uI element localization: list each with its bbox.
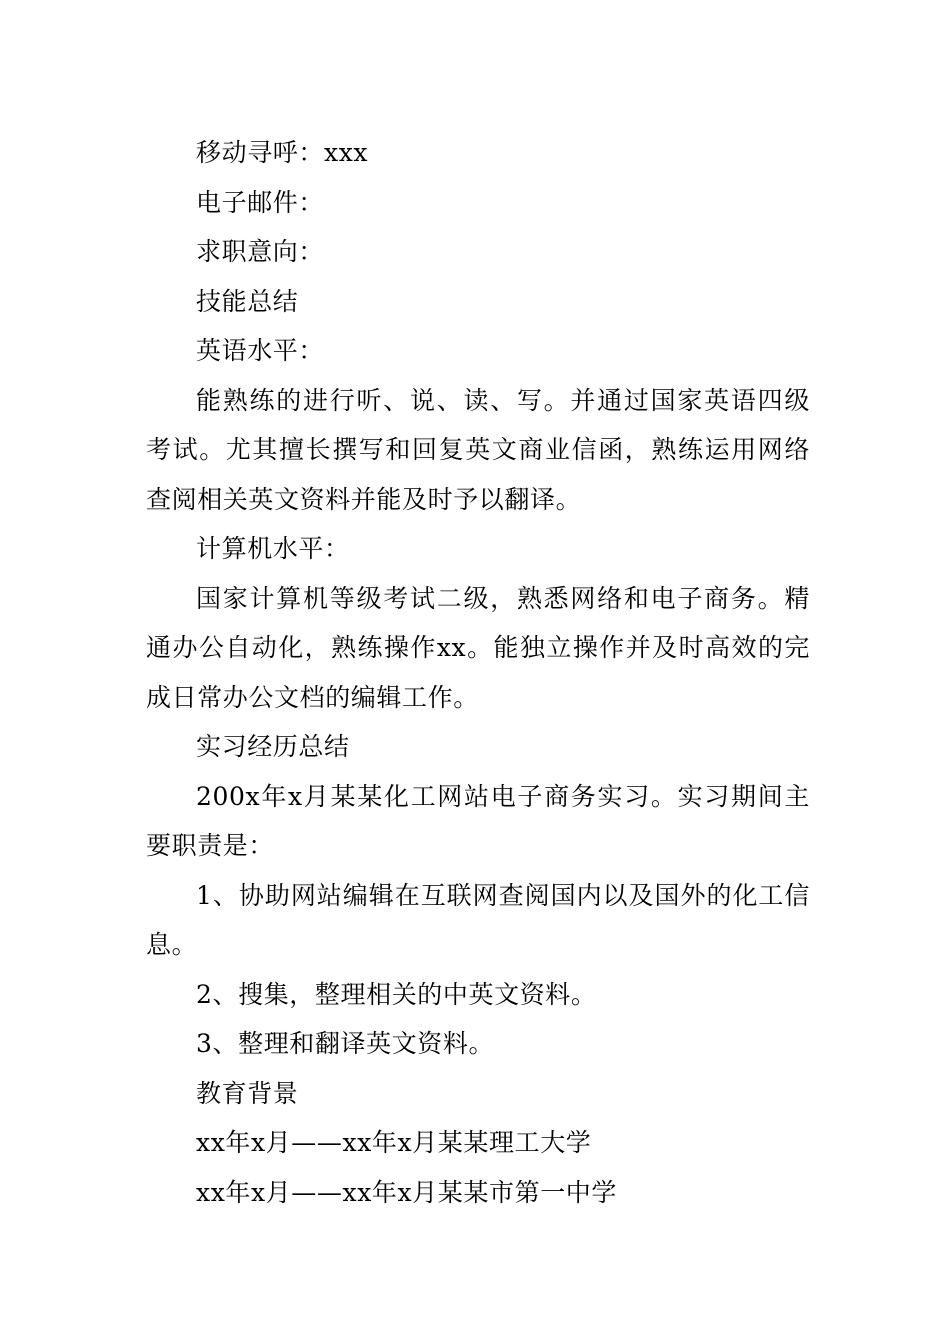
contact-pager-line: 移动寻呼：xxx [196, 138, 369, 167]
education-heading: 教育背景 [196, 1078, 299, 1108]
education-item-university: xx年x月——xx年x月某某理工大学 [196, 1128, 592, 1157]
skills-summary-heading: 技能总结 [196, 286, 299, 316]
contact-email-line: 电子邮件： [196, 187, 325, 217]
job-intention-line: 求职意向： [196, 237, 325, 266]
duty-item-3: 3、整理和翻译英文资料。 [196, 1029, 495, 1058]
document-body [146, 128, 810, 1217]
internship-paragraph: 200x年x月某某化工网站电子商务实习。实习期间主要职责是： [146, 781, 810, 860]
internship-summary-heading: 实习经历总结 [196, 732, 350, 761]
duty-item-2: 2、搜集，整理相关的中英文资料。 [196, 979, 597, 1009]
education-item-highschool: xx年x月——xx年x月某某市第一中学 [196, 1177, 617, 1207]
computer-level-paragraph: 国家计算机等级考试二级，熟悉网络和电子商务。精通办公自动化，熟练操作xx。能独立操作并及时高效的完成日常办公文档的编辑工作。 [146, 583, 810, 712]
english-level-paragraph: 能熟练的进行听、说、读、写。并通过国家英语四级考试。尤其擅长撰写和回复英文商业信函，熟练运用网络查阅相关英文资料并能及时予以翻译。 [146, 385, 810, 514]
duty-item-1: 1、协助网站编辑在互联网查阅国内以及国外的化工信息。 [146, 880, 810, 959]
computer-level-heading: 计算机水平： [196, 534, 350, 563]
english-level-heading: 英语水平： [196, 336, 325, 365]
